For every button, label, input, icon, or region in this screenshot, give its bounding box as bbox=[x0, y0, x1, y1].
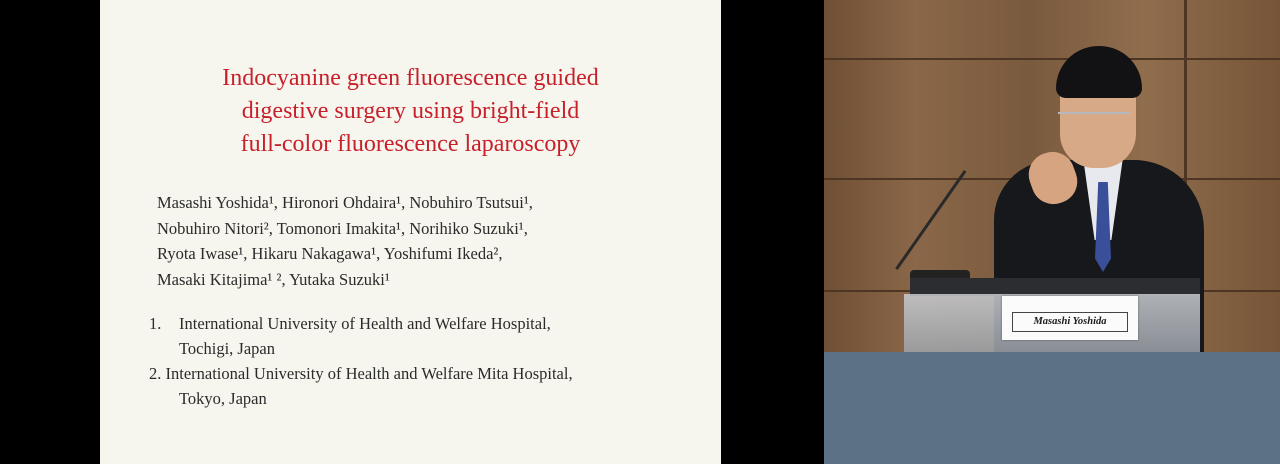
speaker-glasses bbox=[1058, 112, 1130, 128]
affiliation-name: International University of Health and Welfare Mita Hospital, bbox=[165, 364, 573, 383]
author-line: Nobuhiro Nitori², Tomonori Imakita¹, Norihiko Suzuki¹, bbox=[157, 218, 528, 238]
author-line: Masashi Yoshida¹, Hironori Ohdaira¹, Nobuhiro Tsutsui¹, bbox=[157, 193, 533, 212]
slide-title-line: digestive surgery using bright-field bbox=[241, 98, 580, 124]
speaker-video bbox=[824, 0, 1280, 352]
affiliation-location: Tokyo, Japan bbox=[179, 389, 267, 408]
affiliation-number: 2. bbox=[149, 364, 162, 383]
affiliation-item bbox=[149, 311, 709, 336]
author-line: Ryota Iwase¹, Hikaru Nakagawa¹, Yoshifumi Ikeda², bbox=[157, 244, 503, 263]
affiliation-name: International University of Health and Welfare Hospital, bbox=[179, 314, 551, 333]
wood-panel bbox=[824, 0, 1280, 60]
affiliation-item bbox=[149, 361, 709, 386]
slide-title-line: Indocyanine green fluorescence guided bbox=[222, 65, 599, 91]
affiliation-location: Tochigi, Japan bbox=[179, 339, 275, 358]
author-list bbox=[157, 190, 697, 292]
author-line: Masaki Kitajima¹ ², Yutaka Suzuki¹ bbox=[157, 269, 390, 289]
nameplate-text: Masashi Yoshida bbox=[1012, 312, 1128, 332]
speaker-nameplate bbox=[1002, 296, 1138, 340]
presentation-slide bbox=[100, 0, 721, 464]
affiliation-number: 1. bbox=[149, 314, 162, 333]
lower-info-panel bbox=[824, 352, 1280, 464]
slide-title-line: full-color fluorescence laparoscopy bbox=[240, 131, 581, 157]
slide-title bbox=[100, 62, 721, 161]
affiliation-list bbox=[149, 311, 709, 411]
